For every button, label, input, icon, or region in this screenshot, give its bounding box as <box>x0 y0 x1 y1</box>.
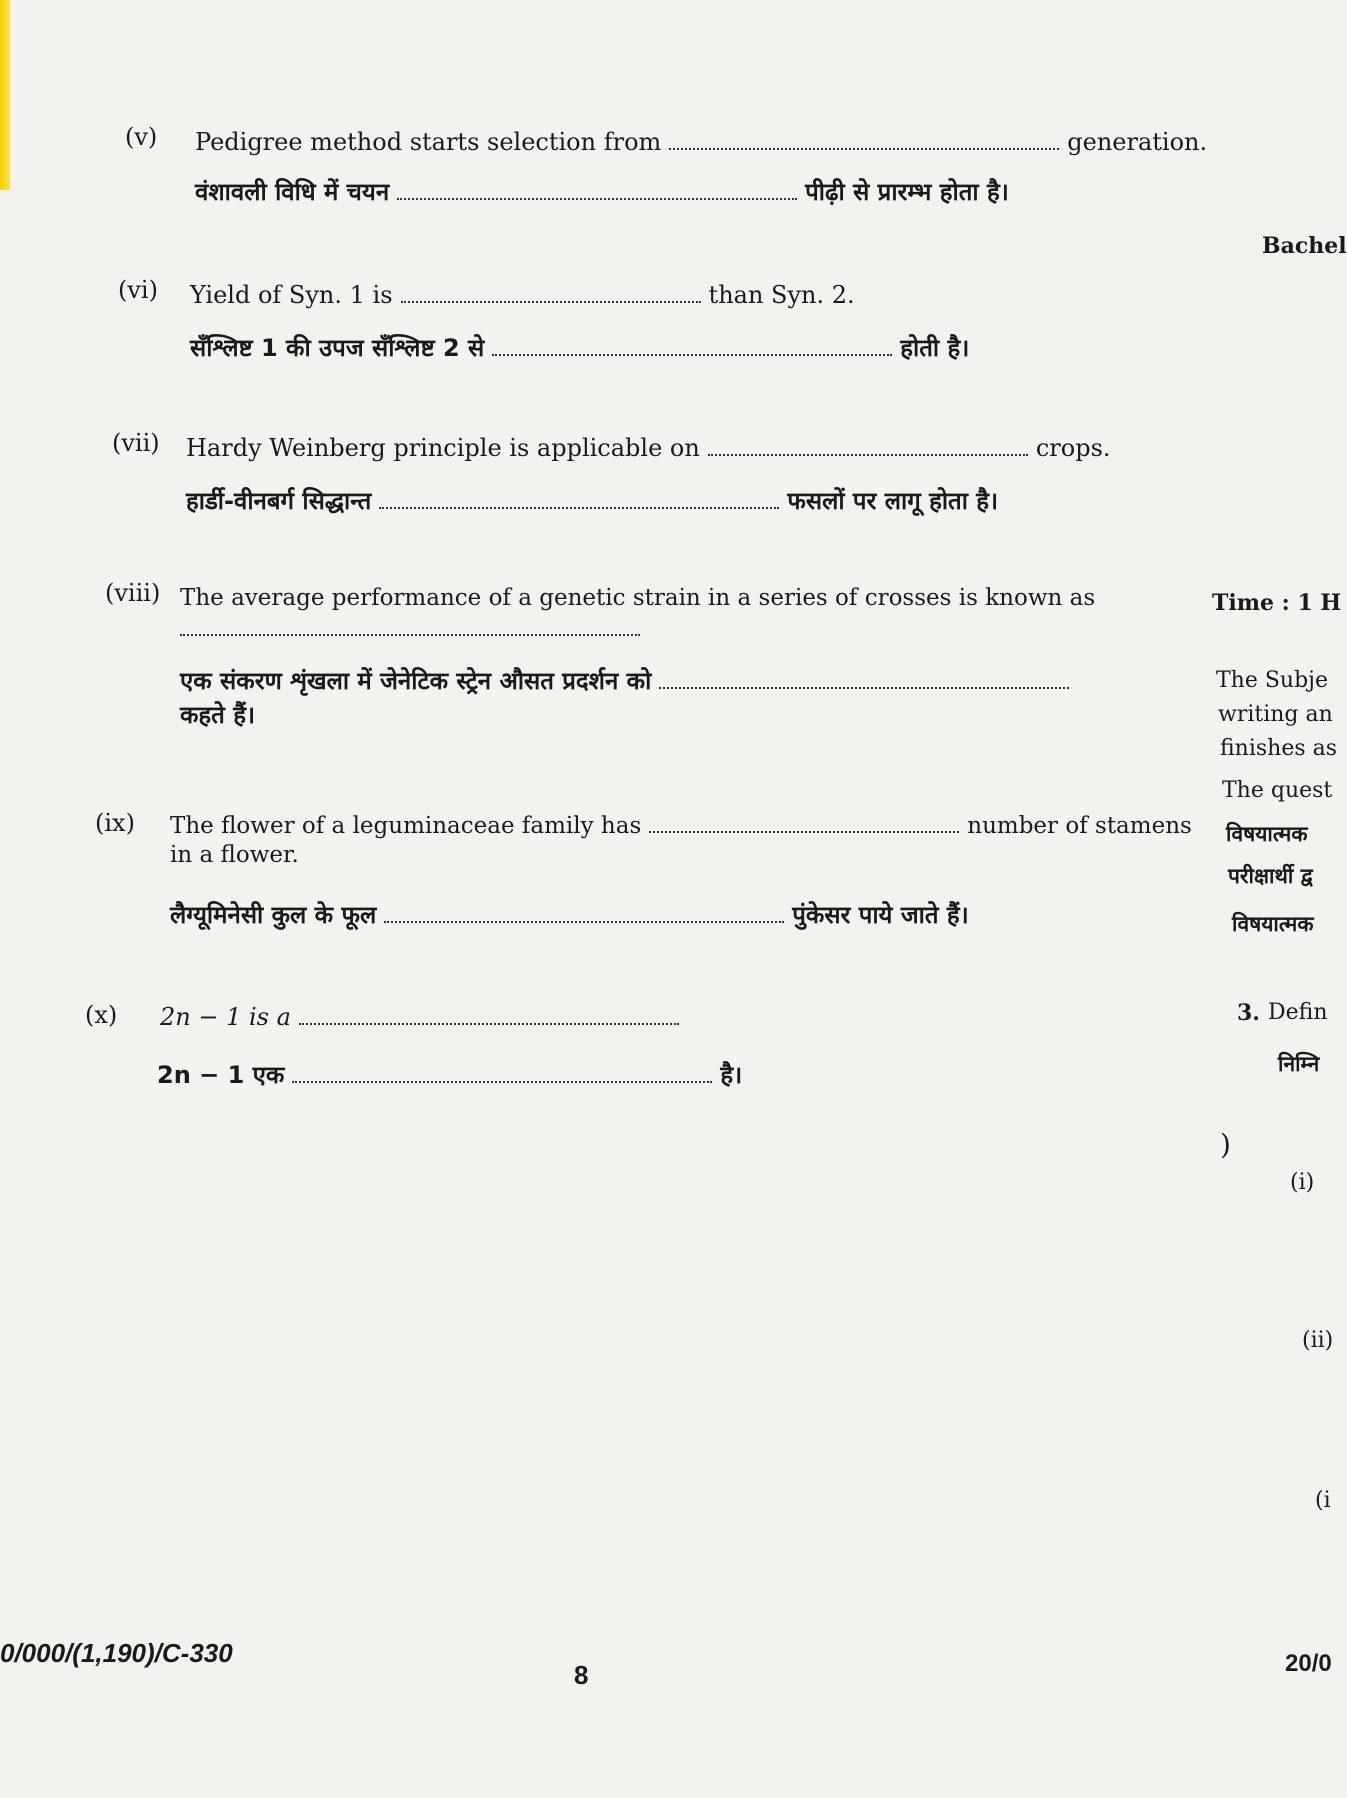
question-text-hi <box>190 333 969 363</box>
question-viii <box>105 578 1185 748</box>
paper-code: 0/000/(1,190)/C-330 <box>0 1638 233 1668</box>
text-after-blank: generation. <box>1067 128 1208 156</box>
text-after-blank: होती है। <box>900 334 970 362</box>
question-number: (x) <box>85 1001 118 1029</box>
answer-blank <box>397 180 797 200</box>
question-vi <box>118 275 1178 375</box>
answer-blank <box>292 1063 712 1083</box>
text-before-blank: The flower of a leguminaceae family has <box>170 813 642 839</box>
question-v <box>125 122 1208 222</box>
text-before-blank: 2n − 1 is a <box>160 1003 291 1031</box>
answer-blank <box>180 616 640 636</box>
instruction-line-3: finishes as <box>1220 736 1338 761</box>
question-text-hi <box>180 666 1077 696</box>
question-ix <box>95 808 1195 978</box>
answer-blank <box>401 283 701 303</box>
text-after-blank: than Syn. 2. <box>708 281 855 309</box>
text-before-blank: लैग्यूमिनेसी कुल के फूल <box>170 901 377 929</box>
instruction-hi-1: विषयात्मक <box>1226 822 1308 846</box>
text-after-blank: number of stamens <box>967 813 1192 839</box>
question-number: (vii) <box>112 429 160 457</box>
question-3-text: Defin <box>1268 1000 1328 1025</box>
question-text-en <box>170 811 1192 841</box>
instruction-line-4: The quest <box>1222 778 1333 803</box>
question-vii <box>112 428 1172 528</box>
answer-blank <box>659 669 1069 689</box>
subpart-ii: (ii) <box>1302 1328 1334 1353</box>
answer-blank <box>384 903 784 923</box>
question-text-hi <box>186 486 998 516</box>
answer-blank <box>379 489 779 509</box>
text-before-blank: 2n − 1 एक <box>157 1061 285 1089</box>
answer-blank <box>299 1005 679 1025</box>
time-fragment: Time : 1 H <box>1212 590 1342 616</box>
text-after-blank: है। <box>720 1061 743 1089</box>
question-x <box>85 1000 985 1130</box>
text-before-blank: एक संकरण शृंखला में जेनेटिक स्ट्रेन औसत प्रदर्शन को <box>180 667 652 695</box>
question-text-en <box>190 280 855 310</box>
text-after-blank: crops. <box>1035 434 1111 462</box>
question-text-en <box>186 433 1111 463</box>
header-fragment: Bachel <box>1262 233 1347 259</box>
instruction-hi-2: परीक्षार्थी द्व <box>1228 864 1313 888</box>
question-number: (v) <box>125 123 158 151</box>
question-text-en <box>180 583 1095 613</box>
text-after-blank: पीढ़ी से प्रारम्भ होता है। <box>805 178 1009 206</box>
question-number: (viii) <box>105 579 161 607</box>
text-after-blank: पुंकेसर पाये जाते हैं। <box>792 901 969 929</box>
question-3-text-hi: निम्नि <box>1278 1052 1320 1076</box>
text-before-blank: वंशावली विधि में चयन <box>195 178 390 206</box>
instruction-hi-3: विषयात्मक <box>1232 912 1314 936</box>
answer-blank <box>708 436 1028 456</box>
text-before-blank: Pedigree method starts selection from <box>195 128 662 156</box>
question-number: (ix) <box>95 809 135 837</box>
question-text-hi <box>157 1060 742 1090</box>
yellow-page-edge <box>0 0 10 190</box>
text-before-blank: The average performance of a genetic strain in a series of crosses is known as <box>180 585 1096 611</box>
question-text-hi <box>195 177 1009 207</box>
question-text-hi <box>170 900 969 930</box>
question-text-hi-line2: कहते हैं। <box>180 701 256 729</box>
answer-blank <box>669 130 1059 150</box>
subpart-i: (i) <box>1290 1170 1315 1195</box>
text-after-blank: फसलों पर लागू होता है। <box>787 487 999 515</box>
text-before-blank: Yield of Syn. 1 is <box>190 281 393 309</box>
question-text-en-line2: in a flower. <box>170 842 299 868</box>
page-number: 8 <box>574 1660 589 1690</box>
subpart-iii: (i <box>1315 1488 1331 1513</box>
question-3-number: 3. <box>1237 1000 1260 1026</box>
answer-blank <box>649 813 959 833</box>
question-number: (vi) <box>118 276 158 304</box>
answer-blank <box>492 336 892 356</box>
text-before-blank: सँश्लिष्ट 1 की उपज सँश्लिष्ट 2 से <box>190 334 485 362</box>
text-before-blank: Hardy Weinberg principle is applicable on <box>186 434 700 462</box>
question-text-en <box>160 1002 687 1032</box>
bracket-mark: ) <box>1220 1128 1231 1161</box>
instruction-line-1: The Subje <box>1216 668 1329 693</box>
adjacent-page-fragment <box>1210 0 1347 1798</box>
text-before-blank: हार्डी-वीनबर्ग सिद्धान्त <box>186 487 372 515</box>
instruction-line-2: writing an <box>1218 702 1333 727</box>
question-text-en <box>195 127 1207 157</box>
paper-code-right: 20/0 <box>1285 1650 1332 1677</box>
